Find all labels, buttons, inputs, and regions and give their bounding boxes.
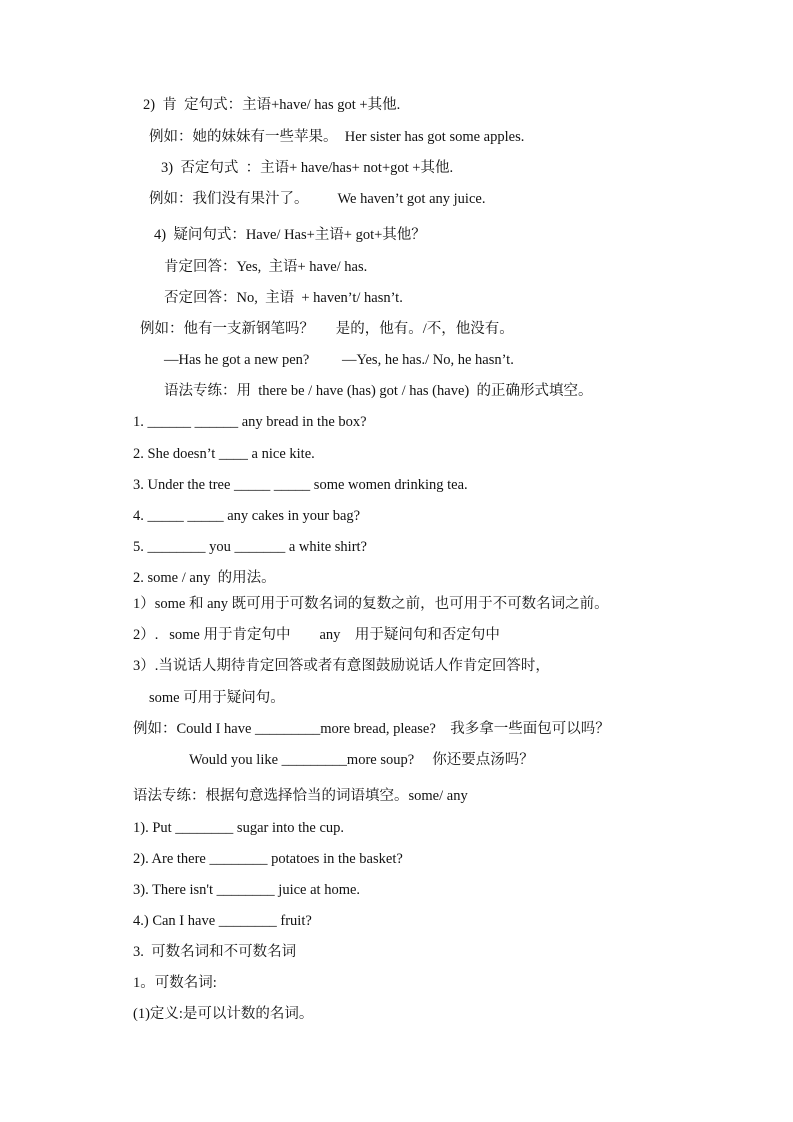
affirmative-pattern-heading: 2) 肯 定句式：主语+have/ has got +其他.: [143, 97, 401, 113]
practice-1-item-4: 4. _____ _____ any cakes in your bag?: [133, 508, 361, 524]
practice-1-item-2: 2. She doesn’t ____ a nice kite.: [133, 446, 315, 462]
practice-2-item-1: 1). Put ________ sugar into the cup.: [133, 820, 345, 836]
question-example-en: —Has he got a new pen? —Yes, he has./ No, he hasn’t.: [164, 352, 514, 368]
some-any-rule-2: 2）. some 用于肯定句中 any 用于疑问句和否定句中: [133, 627, 500, 643]
countable-section-title: 3. 可数名词和不可数名词: [133, 944, 297, 960]
some-example-1: 例如：Could I have _________more bread, please? 我多拿一些面包可以吗？: [133, 721, 610, 737]
question-example-cn: 例如：他有一支新钢笔吗？ 是的，他有。/不，他没有。: [140, 321, 514, 337]
negative-example: 例如：我们没有果汁了。 We haven’t got any juice.: [149, 191, 486, 207]
practice-1-heading: 语法专练：用 there be / have (has) got / has (have) 的正确形式填空。: [164, 383, 593, 399]
some-any-rule-1: 1）some 和 any 既可用于可数名词的复数之前，也可用于不可数名词之前。: [133, 596, 609, 612]
countable-subheading: 1。可数名词:: [133, 975, 217, 991]
countable-definition: (1)定义:是可以计数的名词。: [133, 1006, 314, 1022]
positive-answer-pattern: 肯定回答：Yes, 主语+ have/ has.: [164, 259, 368, 275]
affirmative-example: 例如：她的妹妹有一些苹果。 Her sister has got some apples.: [149, 129, 525, 145]
practice-1-item-3: 3. Under the tree _____ _____ some women drinking tea.: [133, 477, 468, 493]
practice-2-item-3: 3). There isn't ________ juice at home.: [133, 882, 361, 898]
practice-2-heading: 语法专练：根据句意选择恰当的词语填空。some/ any: [133, 788, 468, 804]
practice-2-item-2: 2). Are there ________ potatoes in the basket?: [133, 851, 403, 867]
practice-1-item-5: 5. ________ you _______ a white shirt?: [133, 539, 367, 555]
some-any-rule-3-cont: some 可用于疑问句。: [149, 690, 285, 706]
some-any-rule-3: 3）.当说话人期待肯定回答或者有意图鼓励说话人作肯定回答时，: [133, 658, 550, 674]
some-example-2: Would you like _________more soup? 你还要点汤吗？: [189, 752, 534, 768]
negative-answer-pattern: 否定回答：No, 主语 + haven’t/ hasn’t.: [164, 290, 403, 306]
negative-pattern-heading: 3) 否定句式 ：主语+ have/has+ not+got +其他.: [161, 160, 454, 176]
some-any-section-title: 2. some / any 的用法。: [133, 570, 276, 586]
question-pattern-heading: 4) 疑问句式：Have/ Has+主语+ got+其他？: [154, 227, 426, 243]
practice-1-item-1: 1. ______ ______ any bread in the box?: [133, 414, 367, 430]
practice-2-item-4: 4.) Can I have ________ fruit?: [133, 913, 312, 929]
